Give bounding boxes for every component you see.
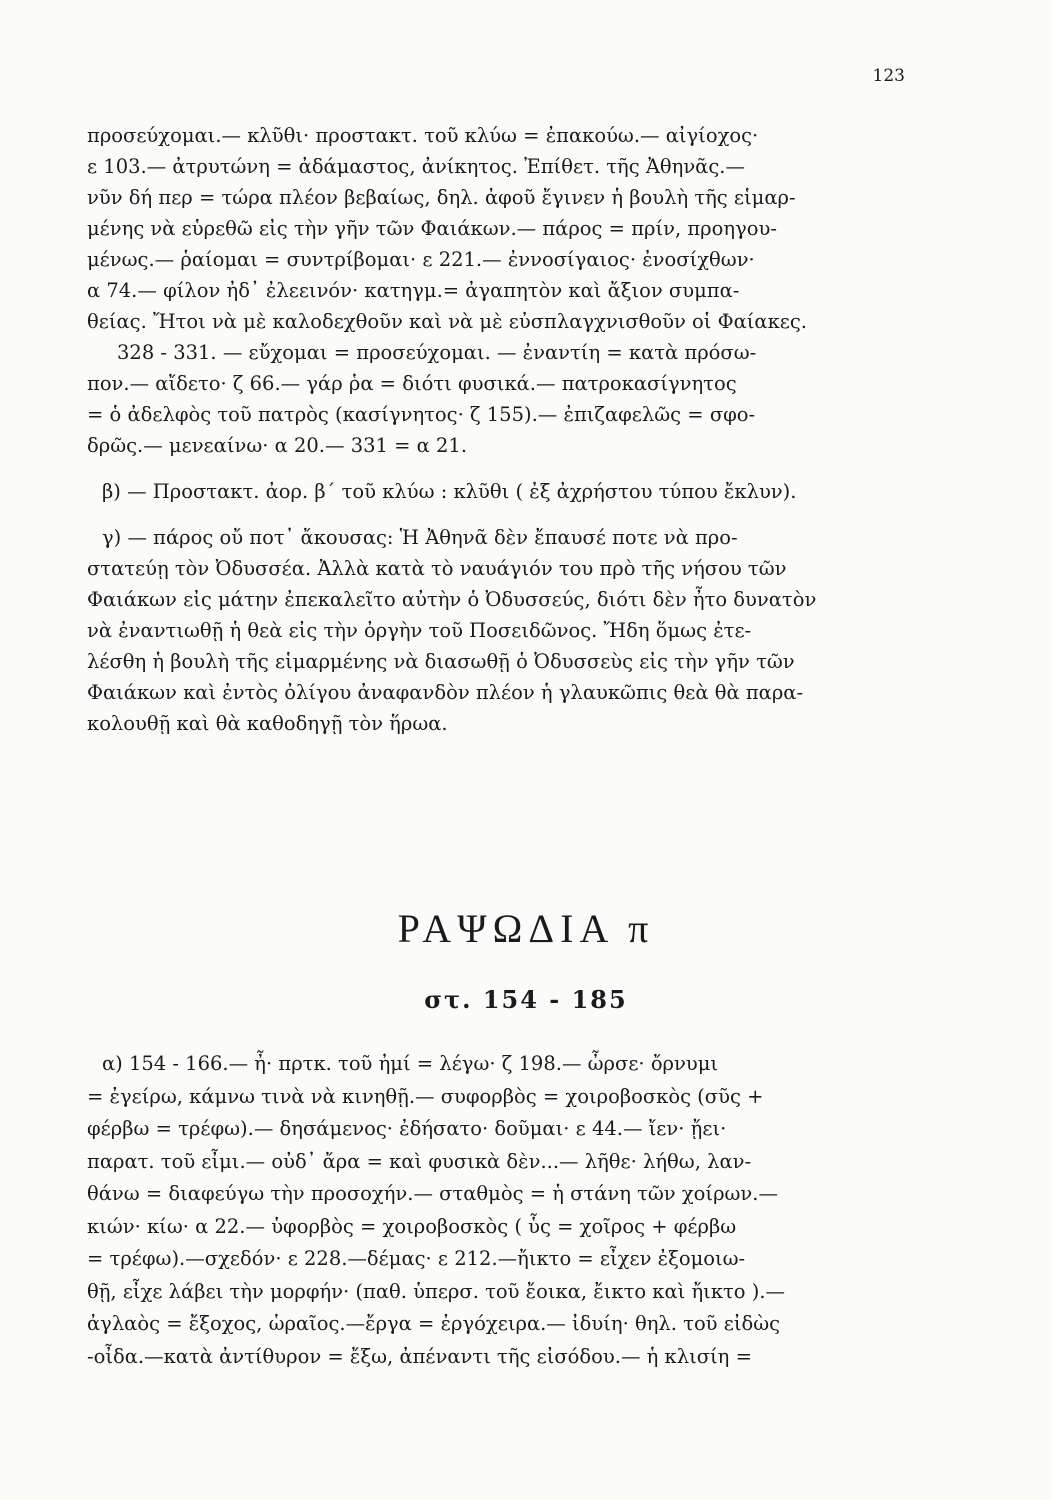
commentary-block-1 [87,120,907,739]
text-line: κιών· κίω· α 22.— ὑφορβὸς = χοιροβοσκὸς ( ὗς = χοῖρος + φέρβω [87,1214,737,1238]
page-number: 123 [872,66,905,86]
text-line: δρῶς.— μενεαίνω· α 20.— 331 = α 21. [87,434,468,457]
text-line: μένης νὰ εὑρεθῶ εἰς τὴν γῆν τῶν Φαιάκων.— πάρος = πρίν, προηγου- [87,217,777,240]
text-line: λέσθη ἡ βουλὴ τῆς εἱμαρμένης νὰ διασωθῇ ὁ Ὀδυσσεὺς εἰς τὴν γῆν τῶν [87,650,795,673]
text-line: ε 103.— ἀτρυτώνη = ἀδάμαστος, ἀνίκητος. Ἐπίθετ. τῆς Ἀθηνᾶς.— [87,155,745,178]
text-line: = ὁ ἀδελφὸς τοῦ πατρὸς (κασίγνητος· ζ 155).— ἐπιζαφελῶς = σφο- [87,403,756,426]
text-line: -οἶδα.—κατὰ ἀντίθυρον = ἔξω, ἀπέναντι τῆς εἰσόδου.— ἡ κλισίη = [87,1344,752,1368]
text-line: μένως.— ῥαίομαι = συντρίβομαι· ε 221.— ἐννοσίγαιος· ἐνοσίχθων· [87,248,755,271]
text-line: θάνω = διαφεύγω τὴν προσοχήν.— σταθμὸς = ἡ στάνη τῶν χοίρων.— [87,1182,778,1205]
text-line: παρατ. τοῦ εἶμι.— οὐδ᾽ ἄρα = καὶ φυσικὰ δὲν...— λῆθε· λήθω, λαν- [87,1149,752,1173]
text-line: = τρέφω).—σχεδόν· ε 228.—δέμας· ε 212.—ἤικτο = εἶχεν ἐξομοιω- [87,1247,746,1270]
text-line: γ) — πάρος οὔ ποτ᾽ ἄκουσας: Ἡ Ἀθηνᾶ δὲν ἔπαυσέ ποτε νὰ προ- [102,526,738,549]
text-line: κολουθῇ καὶ θὰ καθοδηγῇ τὸν ἥρωα. [87,712,448,735]
text-line: α 74.— φίλον ἠδ᾽ ἐλεεινόν· κατηγμ.= ἀγαπητὸν καὶ ἄξιον συμπα- [87,279,740,302]
text-line: φέρβω = τρέφω).— δησάμενος· ἐδήσατο· δοῦμαι· ε 44.— ἴεν· ᾔει· [87,1117,727,1140]
text-line: = ἐγείρω, κάμνω τινὰ νὰ κινηθῇ.— συφορβὸς = χοιροβοσκὸς (σῦς + [87,1084,764,1108]
text-line: 328 - 331. — εὔχομαι = προσεύχομαι. — ἐναντίη = κατὰ πρόσω- [117,341,757,364]
text-line: στατεύῃ τὸν Ὀδυσσέα. Ἀλλὰ κατὰ τὸ ναυάγιόν του πρὸ τῆς νήσου τῶν [87,557,787,580]
text-line: α) 154 - 166.— ἦ· πρτκ. τοῦ ἠμί = λέγω· ζ 198.— ὦρσε· ὄρνυμι [102,1052,719,1075]
text-line: ἀγλαὸς = ἔξοχος, ὡραῖος.—ἔργα = ἐργόχειρα.— ἰδυίη· θηλ. τοῦ εἰδὼς [87,1312,781,1335]
rhapsody-heading: ΡΑΨΩΔΙΑ π [397,906,655,951]
text-line: νὰ ἐναντιωθῇ ἡ θεὰ εἰς τὴν ὀργὴν τοῦ Ποσειδῶνος. Ἤδη ὅμως ἐτε- [87,619,752,642]
text-line: νῦν δή περ = τώρα πλέον βεβαίως, δηλ. ἀφοῦ ἔγινεν ἡ βουλὴ τῆς εἱμαρ- [87,186,796,209]
commentary-block-2 [87,1048,907,1373]
verses-subheading: στ. 154 - 185 [424,985,628,1014]
section-beta: β) — Προστακτ. ἀορ. β΄ τοῦ κλύω : κλῦθι ( ἐξ ἀχρήστου τύπου ἔκλυν). [102,480,797,503]
text-line: Φαιάκων εἰς μάτην ἐπεκαλεῖτο αὐτὴν ὁ Ὀδυσσεύς, διότι δὲν ἦτο δυνατὸν [87,588,817,611]
text-line: πον.— αἴδετο· ζ 66.— γάρ ῥα = διότι φυσικά.— πατροκασίγνητος [87,372,737,395]
text-line: προσεύχομαι.— κλῦθι· προστακτ. τοῦ κλύω = ἐπακούω.— αἰγίοχος· [87,124,759,147]
text-line: θείας. Ἤτοι νὰ μὲ καλοδεχθοῦν καὶ νὰ μὲ εὐσπλαγχνισθοῦν οἱ Φαίακες. [87,310,808,333]
text-line: θῇ, εἶχε λάβει τὴν μορφήν· (παθ. ὑπερσ. τοῦ ἔοικα, ἔικτο καὶ ἤικτο ).— [87,1279,786,1303]
text-line: Φαιάκων καὶ ἐντὸς ὀλίγου ἀναφανδὸν πλέον ἡ γλαυκῶπις θεὰ θὰ παρα- [87,681,804,704]
